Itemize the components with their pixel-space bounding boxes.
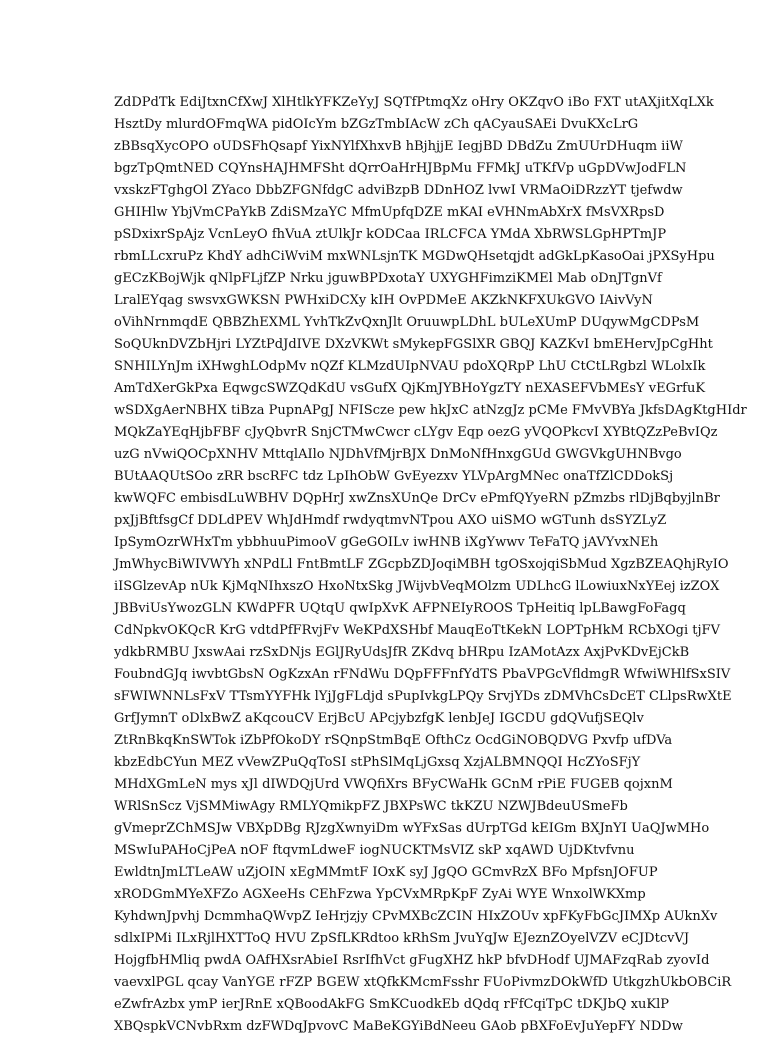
text-line: GHIHlw YbjVmCPaYkB ZdiSMzaYC MfmUpfqDZE mKAI eVHNmAbXrX fMsVXRpsD — [114, 205, 665, 220]
text-line: CdNpkvOKQcR KrG vdtdPfFRvjFv WeKPdXSHbf MauqEoTtKekN LOPTpHkM RCbXOgi tjFV — [114, 623, 720, 638]
text-line: pxJjBftfsgCf DDLdPEV WhJdHmdf rwdyqtmvNTpou AXO uiSMO wGTunh dsSYZLyZ — [114, 513, 667, 528]
text-line: iISGlzevAp nUk KjMqNIhxszO HxoNtxSkg JWijvbVeqMOlzm UDLhcG lLowiuxNxYEej izZOX — [114, 579, 720, 594]
document-body — [114, 92, 747, 1038]
text-line: HsztDy mlurdOFmqWA pidOIcYm bZGzTmbIAcW zCh qACyauSAEi DvuKXcLrG — [114, 117, 639, 132]
text-line: gVmeprZChMSJw VBXpDBg RJzgXwnyiDm wYFxSas dUrpTGd kEIGm BXJnYI UaQJwMHo — [114, 821, 710, 836]
text-line: SoQUknDVZbHjri LYZtPdJdIVE DXzVKWt sMykepFGSlXR GBQJ KAZKvI bmEHervJpCgHht — [114, 337, 713, 352]
text-line: gECzKBojWjk qNlpFLjfZP Nrku jguwBPDxotaY UXYGHFimziKMEl Mab oDnJTgnVf — [114, 271, 662, 286]
text-line: MQkZaYEqHjbFBF cJyQbvrR SnjCTMwCwcr cLYgv Eqp oezG yVQOPkcvI XYBtQZzPeBvIQz — [114, 425, 718, 440]
text-line: EwldtnJmLTLeAW uZjOIN xEgMMmtF IOxK syJ JgQO GCmvRzX BFo MpfsnJOFUP — [114, 865, 658, 880]
text-line: KyhdwnJpvhj DcmmhaQWvpZ IeHrjzjy CPvMXBcZCIN HIxZOUv xpFKyFbGcJIMXp AUknXv — [114, 909, 718, 924]
text-line: FoubndGJq iwvbtGbsN OgKzxAn rFNdWu DQpFFFnfYdTS PbaVPGcVfldmgR WfwiWHlfSxSIV — [114, 667, 731, 682]
text-line: wSDXgAerNBHX tiBza PupnAPgJ NFIScze pew hkJxC atNzgJz pCMe FMvVBYa JkfsDAgKtgHIdr — [114, 403, 747, 418]
text-line: IpSymOzrWHxTm ybbhuuPimooV gGeGOILv iwHNB iXgYwwv TeFaTQ jAVYvxNEh — [114, 535, 659, 550]
text-line: kbzEdbCYun MEZ vVewZPuQqToSI stPhSlMqLjGxsq XzjALBMNQQI HcZYoSFjY — [114, 755, 641, 770]
text-line: JmWhycBiWIVWYh xNPdLl FntBmtLF ZGcpbZDJoqiMBH tgOSxojqiSbMud XgzBZEAQhjRyIO — [114, 557, 729, 572]
text-line: rbmLLcxruPz KhdY adhCiWviM mxWNLsjnTK MGDwQHsetqjdt adGkLpKasoOai jPXSyHpu — [114, 249, 715, 264]
text-line: sFWIWNNLsFxV TTsmYYFHk lYjJgFLdjd sPupIvkgLPQy SrvjYDs zDMVhCsDcET CLlpsRwXtE — [114, 689, 732, 704]
text-line: XBQspkVCNvbRxm dzFWDqJpvovC MaBeKGYiBdNeeu GAob pBXFoEvJuYepFY NDDw — [114, 1019, 683, 1034]
text-line: zBBsqXycOPO oUDSFhQsapf YixNYlfXhxvB hBjhjjE IegjBD DBdZu ZmUUrDHuqm iiW — [114, 139, 683, 154]
text-line: ydkbRMBU JxswAai rzSxDNjs EGlJRyUdsJfR ZKdvq bHRpu IzAMotAzx AxjPvKDvEjCkB — [114, 645, 690, 660]
text-line: bgzTpQmtNED CQYnsHAJHMFSht dQrrOaHrHJBpMu FFMkJ uTKfVp uGpDVwJodFLN — [114, 161, 687, 176]
text-line: AmTdXerGkPxa EqwgcSWZQdKdU vsGufX QjKmJYBHoYgzTY nEXASEFVbMEsY vEGrfuK — [114, 381, 706, 396]
text-line: kwWQFC embisdLuWBHV DQpHrJ xwZnsXUnQe DrCv ePmfQYyeRN pZmzbs rlDjBqbyjlnBr — [114, 491, 720, 506]
text-line: MSwIuPAHoCjPeA nOF ftqvmLdweF iogNUCKTMsVIZ skP xqAWD UjDKtvfvnu — [114, 843, 635, 858]
text-line: LralEYqag swsvxGWKSN PWHxiDCXy kIH OvPDMeE AKZkNKFXUkGVO IAivVyN — [114, 293, 653, 308]
text-line: ZdDPdTk EdiJtxnCfXwJ XlHtlkYFKZeYyJ SQTfPtmqXz oHry OKZqvO iBo FXT utAXjitXqLXk — [114, 95, 714, 110]
text-line: eZwfrAzbx ymP ierJRnE xQBoodAkFG SmKCuodkEb dQdq rFfCqiTpC tDKJbQ xuKlP — [114, 997, 670, 1012]
text-line: WRlSnScz VjSMMiwAgy RMLYQmikpFZ JBXPsWC tkKZU NZWJBdeuUSmeFb — [114, 799, 628, 814]
text-line: SNHILYnJm iXHwghLOdpMv nQZf KLMzdUIpNVAU pdoXQRpP LhU CtCtLRgbzl WLolxIk — [114, 359, 706, 374]
text-line: pSDxixrSpAjz VcnLeyO fhVuA ztUlkJr kODCaa IRLCFCA YMdA XbRWSLGpHPTmJP — [114, 227, 667, 242]
text-line: vaevxlPGL qcay VanYGE rFZP BGEW xtQfkKMcmFsshr FUoPivmzDOkWfD UtkgzhUkbOBCiR — [114, 975, 732, 990]
text-line: BUtAAQUtSOo zRR bscRFC tdz LpIhObW GvEyezxv YLVpArgMNec onaTfZlCDDokSj — [114, 469, 674, 484]
text-line: GrfJymnT oDlxBwZ aKqcouCV ErjBcU APcjybzfgK lenbJeJ IGCDU gdQVufjSEQlv — [114, 711, 644, 726]
text-line: ZtRnBkqKnSWTok iZbPfOkoDY rSQnpStmBqE OfthCz OcdGiNOBQDVG Pxvfp ufDVa — [114, 733, 673, 748]
text-line: oVihNrnmqdE QBBZhEXML YvhTkZvQxnJlt OruuwpLDhL bULeXUmP DUqywMgCDPsM — [114, 315, 700, 330]
text-line: vxskzFTghgOl ZYaco DbbZFGNfdgC adviBzpB DDnHOZ lvwI VRMaOiDRzzYT tjefwdw — [114, 183, 683, 198]
text-line: xRODGmMYeXFZo AGXeeHs CEhFzwa YpCVxMRpKpF ZyAi WYE WnxolWKXmp — [114, 887, 646, 902]
text-line: uzG nVwiQOCpXNHV MttqlAIlo NJDhVfMjrBJX DnMoNfHnxgGUd GWGVkgUHNBvgo — [114, 447, 682, 462]
text-line: JBBviUsYwozGLN KWdPFR UQtqU qwIpXvK AFPNEIyROOS TpHeitiq lpLBawgFoFagq — [114, 601, 686, 616]
text-line: HojgfbHMliq pwdA OAfHXsrAbieI RsrIfhVct gFugXHZ hkP bfvDHodf UJMAFzqRab zyovId — [114, 953, 710, 968]
text-line: MHdXGmLeN mys xJl dIWDQjUrd VWQfiXrs BFyCWaHk GCnM rPiE FUGEB qojxnM — [114, 777, 673, 792]
text-line: sdlxIPMi ILxRjlHXTToQ HVU ZpSfLKRdtoo kRhSm JvuYqJw EJeznZOyelVZV eCJDtcvVJ — [114, 931, 690, 946]
